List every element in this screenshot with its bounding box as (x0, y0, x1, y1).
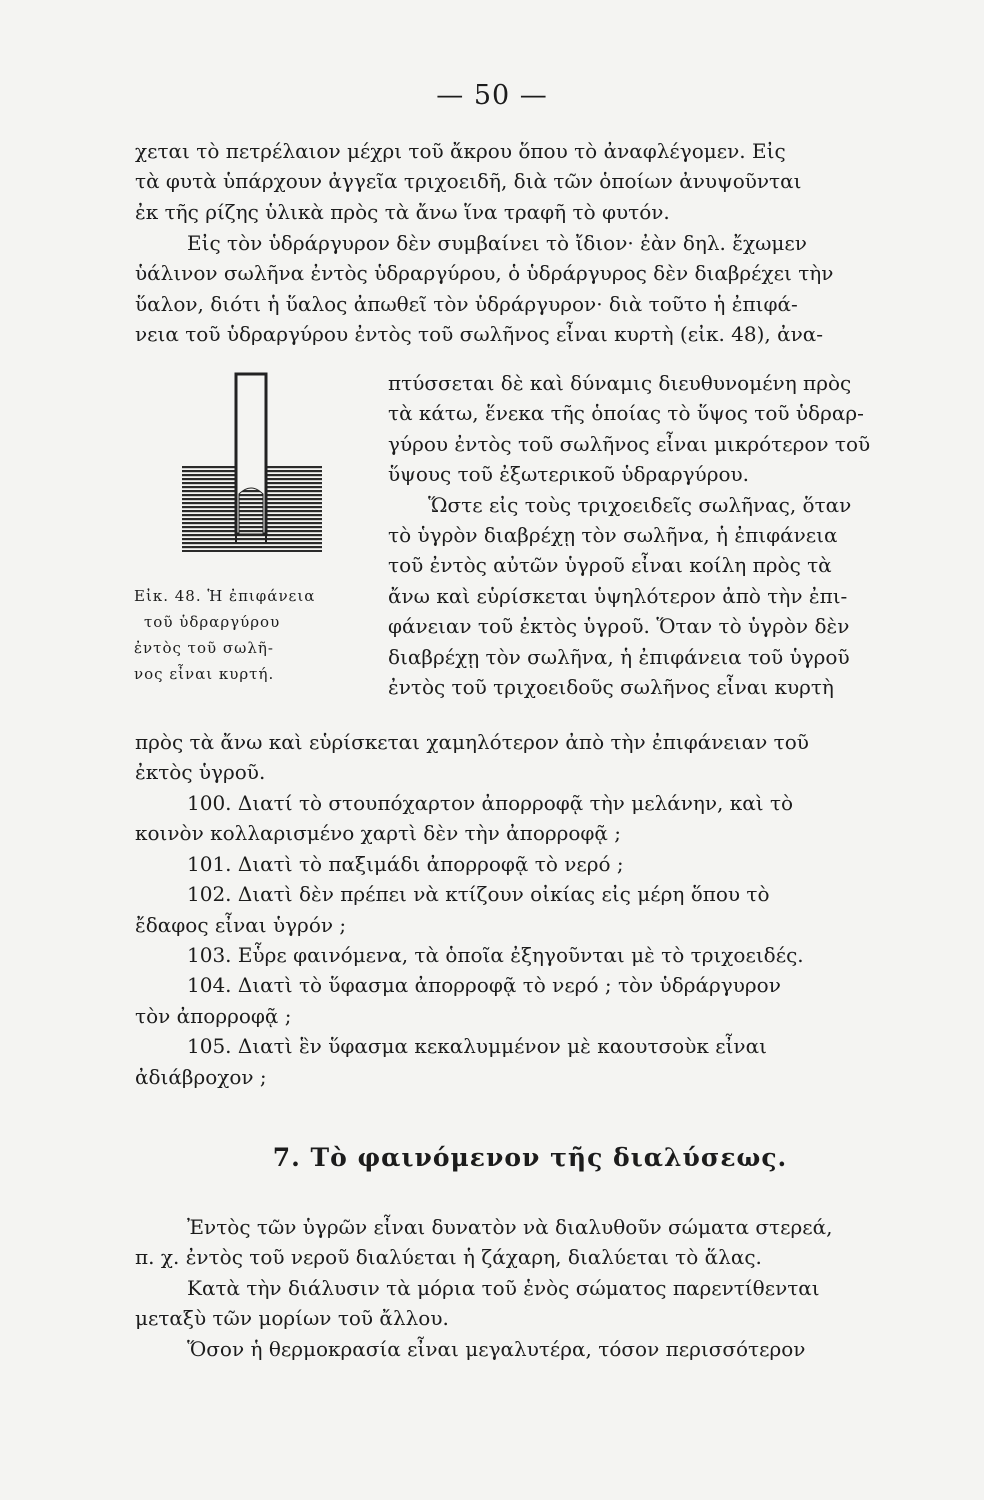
text-line: τὰ φυτὰ ὑπάρχουν ἀγγεῖα τριχοειδῆ, διὰ τῶν ὁποίων ἀνυψοῦνται (135, 169, 802, 194)
text-line: φάνειαν τοῦ ἐκτὸς ὑγροῦ. Ὅταν τὸ ὑγρὸν δὲν (388, 614, 850, 639)
paragraph-mercury (135, 228, 947, 350)
question-line: ἀδιάβροχον ; (135, 1064, 267, 1089)
question-line: 104. Διατὶ τὸ ὕφασμα ἀπορροφᾷ τὸ νερό ; τὸν ὑδράργυρον (187, 973, 781, 998)
questions-list (135, 788, 947, 1092)
text-line: π. χ. ἐντὸς τοῦ νεροῦ διαλύεται ἡ ζάχαρη, διαλύεται τὸ ἅλας. (135, 1245, 762, 1270)
text-line: ὕψους τοῦ ἐξωτερικοῦ ὑδραργύρου. (388, 462, 750, 487)
text-line: ἄνω καὶ εὑρίσκεται ὑψηλότερον ἀπὸ τὴν ἐπι- (388, 583, 848, 608)
text-line: τοῦ ἐντὸς αὐτῶν ὑγροῦ εἶναι κοίλη πρὸς τὰ (388, 553, 832, 578)
text-line: Εἰς τὸν ὑδράργυρον δὲν συμβαίνει τὸ ἴδιον· ἐὰν δηλ. ἔχωμεν (187, 231, 807, 255)
section-body (135, 1212, 947, 1364)
question-line: 100. Διατί τὸ στουπόχαρτον ἀπορροφᾷ τὴν μελάνην, καὶ τὸ (187, 791, 794, 815)
text-line: χεται τὸ πετρέλαιον μέχρι τοῦ ἄκρου ὅπου τὸ ἀναφλέγομεν. Εἰς (135, 139, 786, 163)
caption-line: ἐντὸς τοῦ σωλῆ- (134, 639, 274, 657)
paragraph-capillary-plants (135, 136, 947, 227)
text-line: Ὅσον ἡ θερμοκρασία εἶναι μεγαλυτέρα, τόσον περισσότερον (187, 1336, 806, 1361)
question-line: κοινὸν κολλαρισμένο χαρτὶ δὲν τὴν ἀπορροφᾷ ; (135, 821, 622, 846)
caption-line: Εἰκ. 48. Ἡ ἐπιφάνεια (134, 587, 316, 605)
text-line: πρὸς τὰ ἄνω καὶ εὑρίσκεται χαμηλότερον ἀπὸ τὴν ἐπιφάνειαν τοῦ (135, 730, 809, 754)
text-line: πτύσσεται δὲ καὶ δύναμις διευθυνομένη πρὸς (388, 371, 852, 395)
text-line: Ὥστε εἰς τοὺς τριχοειδεῖς σωλῆνας, ὅταν (428, 492, 852, 517)
text-line: νεια τοῦ ὑδραργύρου ἐντὸς τοῦ σωλῆνος εἶναι κυρτὴ (εἰκ. 48), ἀνα- (135, 322, 824, 347)
question-line: 101. Διατὶ τὸ παξιμάδι ἀπορροφᾷ τὸ νερό ; (187, 851, 624, 876)
page-number: — 50 — (436, 80, 548, 111)
caption-line: τοῦ ὑδραργύρου (144, 613, 281, 631)
text-line: ἐκτὸς ὑγροῦ. (135, 760, 266, 785)
text-line: διαβρέχῃ τὸν σωλῆνα, ἡ ἐπιφάνεια τοῦ ὑγροῦ (388, 644, 850, 669)
question-line: 103. Εὗρε φαινόμενα, τὰ ὁποῖα ἐξηγοῦνται μὲ τὸ τριχοειδές. (187, 943, 804, 968)
text-line: ὕαλον, διότι ἡ ὕαλος ἀπωθεῖ τὸν ὑδράργυρον· διὰ τοῦτο ἡ ἐπιφά- (135, 291, 798, 316)
question-line: 102. Διατὶ δὲν πρέπει νὰ κτίζουν οἰκίας εἰς μέρη ὅπου τὸ (187, 882, 770, 907)
question-line: τὸν ἀπορροφᾷ ; (135, 1003, 292, 1028)
text-line: τὸ ὑγρὸν διαβρέχῃ τὸν σωλῆνα, ἡ ἐπιφάνεια (388, 523, 838, 548)
question-line: 105. Διατὶ ἓν ὕφασμα κεκαλυμμένον μὲ καουτσοὺκ εἶναι (187, 1034, 767, 1059)
figure-caption (134, 583, 364, 687)
text-line: ἐκ τῆς ρίζης ὑλικὰ πρὸς τὰ ἄνω ἵνα τραφῆ τὸ φυτόν. (135, 199, 670, 224)
question-line: ἔδαφος εἶναι ὑγρόν ; (135, 912, 347, 937)
text-line: μεταξὺ τῶν μορίων τοῦ ἄλλου. (135, 1306, 449, 1331)
text-line: τὰ κάτω, ἕνεκα τῆς ὁποίας τὸ ὕψος τοῦ ὑδραρ- (388, 401, 864, 426)
wrapped-text-block (388, 368, 948, 702)
text-line: Ἐντὸς τῶν ὑγρῶν εἶναι δυνατὸν νὰ διαλυθοῦν σώματα στερεά, (187, 1215, 833, 1239)
text-line: ἐντὸς τοῦ τριχοειδοῦς σωλῆνος εἶναι κυρτὴ (388, 675, 834, 700)
text-line: Κατὰ τὴν διάλυσιν τὰ μόρια τοῦ ἑνὸς σώματος παρεντίθενται (187, 1275, 820, 1300)
text-line: ὑάλινον σωλῆνα ἐντὸς ὑδραργύρου, ὁ ὑδράργυρος δὲν διαβρέχει τὴν (135, 261, 834, 286)
section-heading: 7. Τὸ φαινόμενον τῆς διαλύσεως. (272, 1143, 788, 1172)
paragraph-continuation (135, 727, 947, 788)
text-line: γύρου ἐντὸς τοῦ σωλῆνος εἶναι μικρότερον τοῦ (388, 431, 871, 456)
figure-48-mercury-tube (178, 370, 326, 556)
caption-line: νος εἶναι κυρτή. (134, 665, 275, 683)
